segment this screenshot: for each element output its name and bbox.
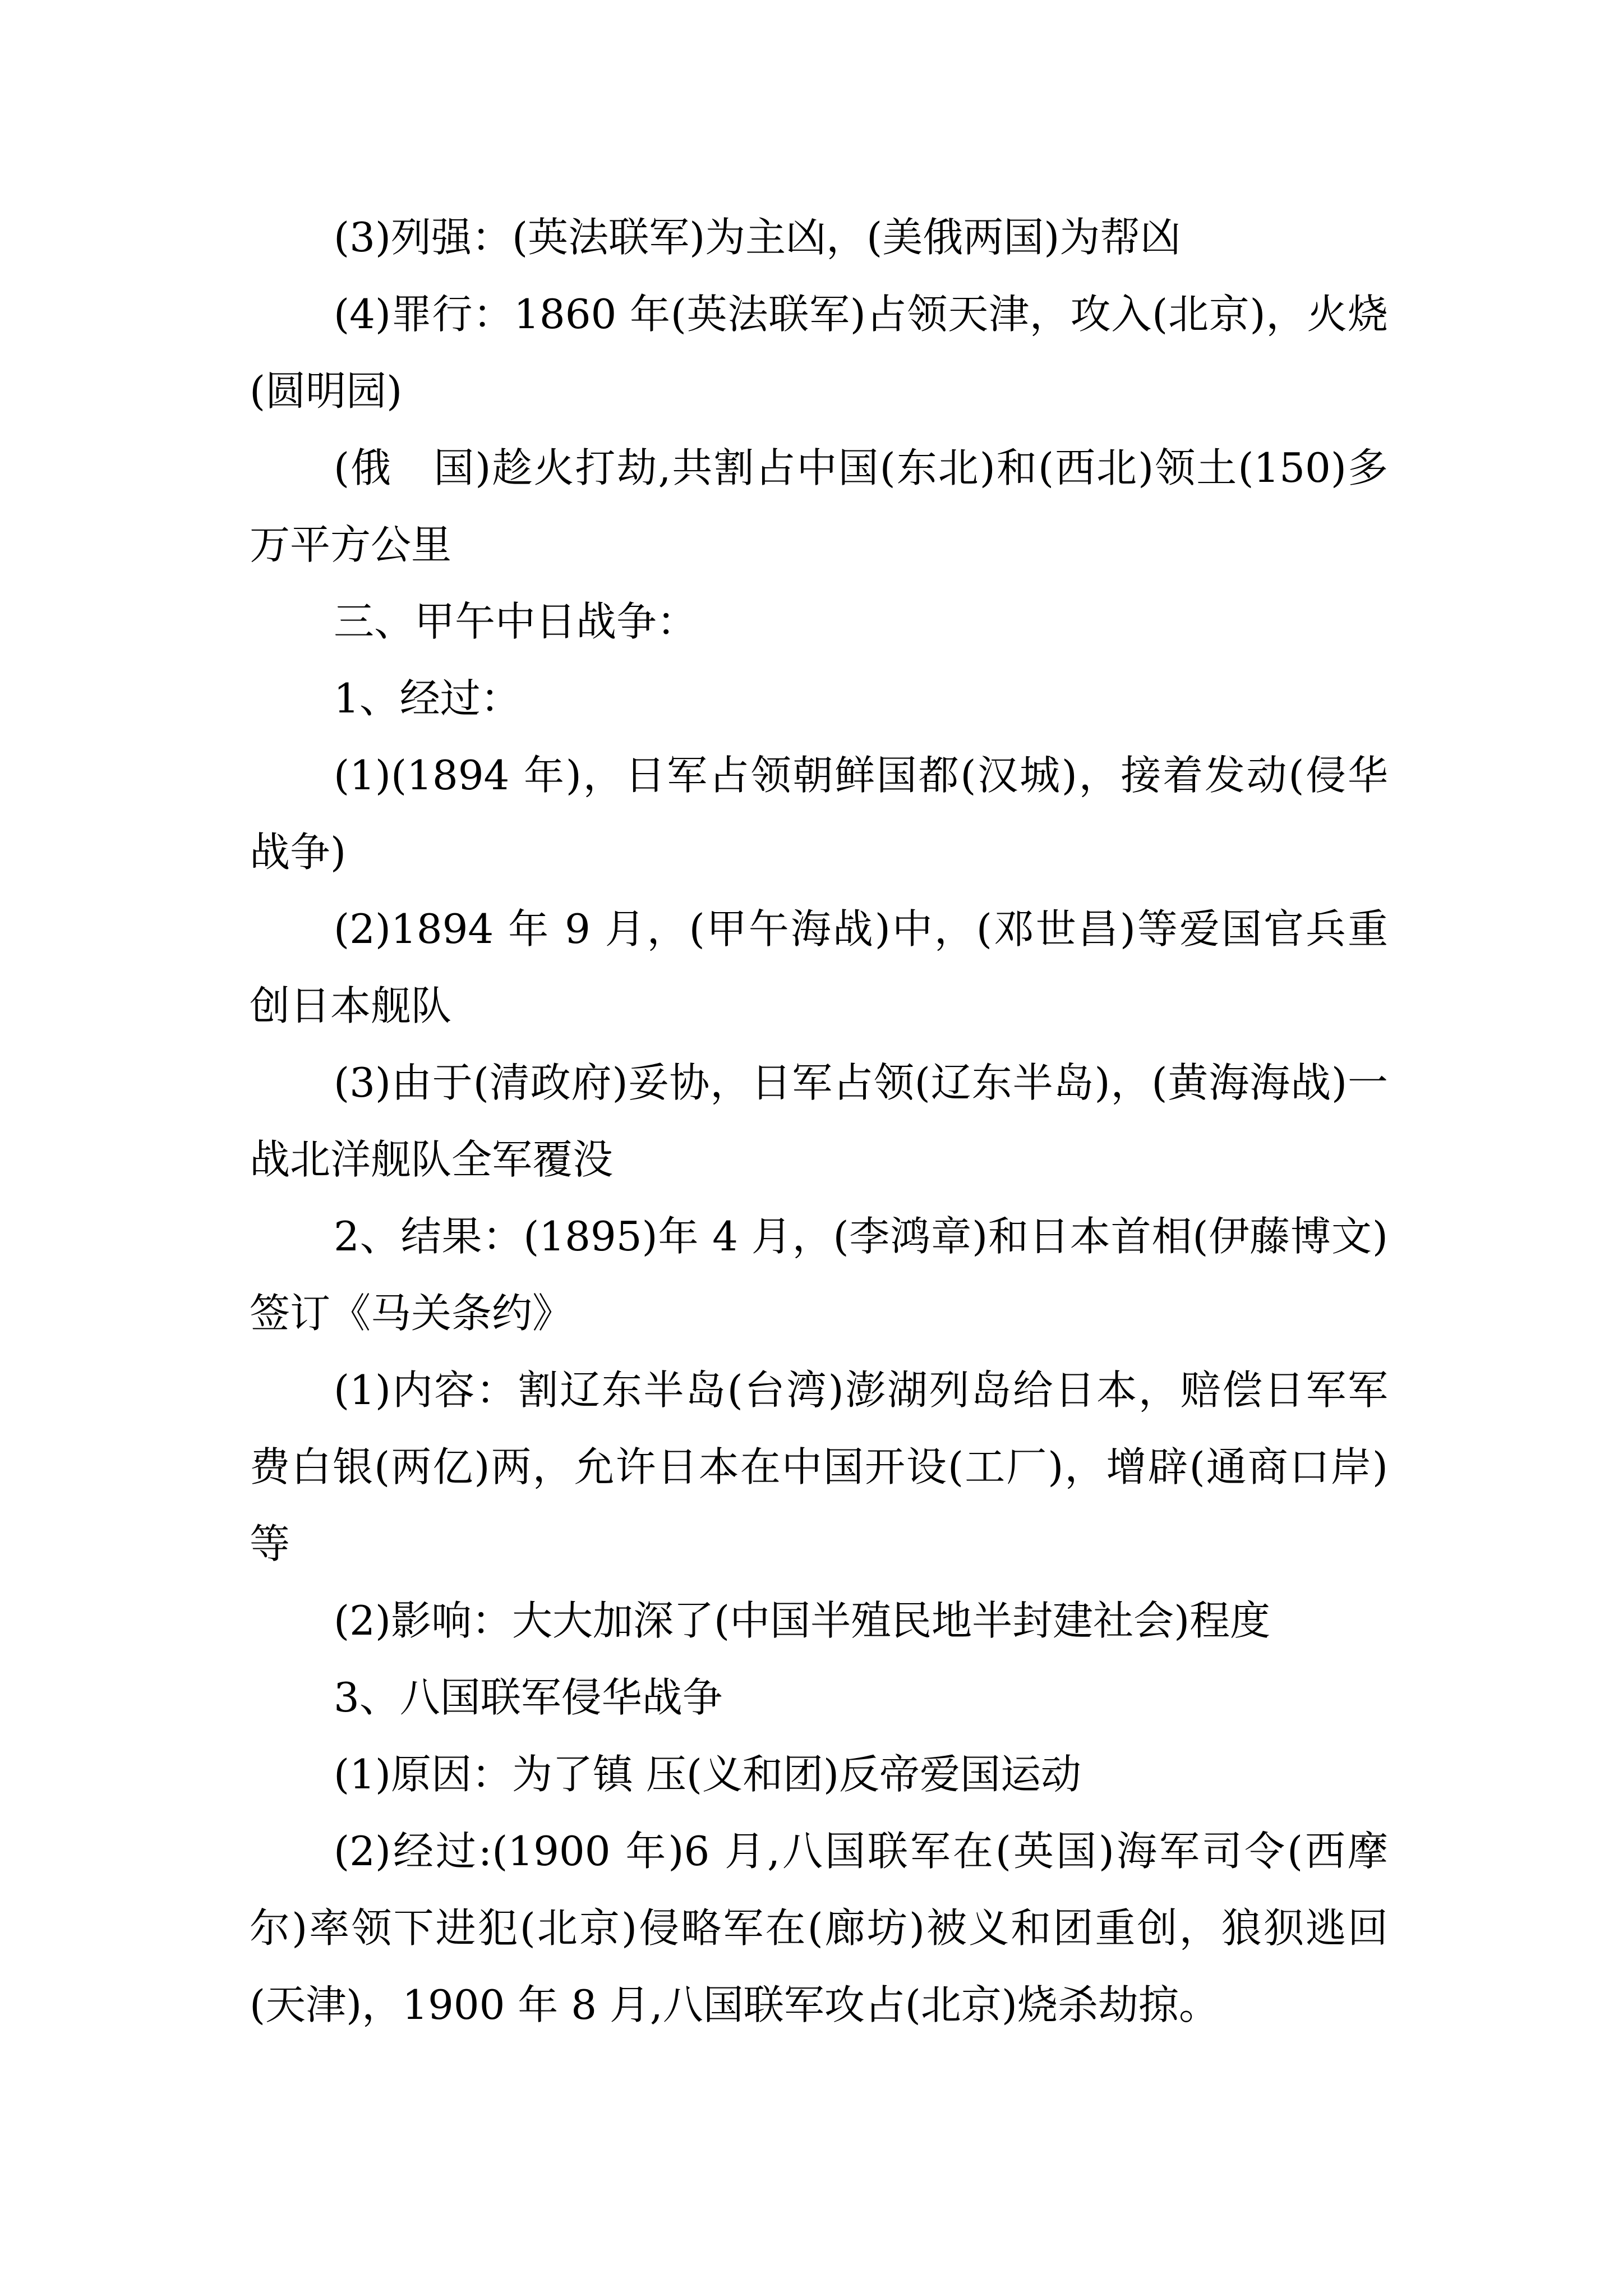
paragraph-crimes: (4)罪行：1860 年(英法联军)占领天津，攻入(北京)，火烧(圆明园): [250, 291, 1388, 415]
paragraph-alliance-cause: (1)原因：为了镇 压(义和团)反帝爱国运动: [334, 1751, 1082, 1798]
paragraph-process-3: (3)由于(清政府)妥协，日军占领(辽东半岛)，(黄海海战)一战北洋舰队全军覆没: [250, 1059, 1388, 1183]
subheading-result: 2、结果：(1895)年 4 月，(李鸿章)和日本首相(伊藤博文)签订《马关条约》: [250, 1213, 1388, 1337]
paragraph-process-1: (1)(1894 年)，日军占领朝鲜国都(汉城)，接着发动(侵华战争): [250, 752, 1388, 876]
paragraph-treaty-impact: (2)影响：大大加深了(中国半殖民地半封建社会)程度: [334, 1597, 1271, 1644]
subheading-eight-nation-alliance: 3、八国联军侵华战争: [334, 1674, 723, 1721]
document-body: [250, 199, 1388, 2044]
section-heading-sino-japanese-war: 三、甲午中日战争：: [334, 598, 698, 645]
paragraph-allied-powers: (3)列强：(英法联军)为主凶，(美俄两国)为帮凶: [334, 214, 1181, 261]
paragraph-treaty-content: (1)内容：割辽东半岛(台湾)澎湖列岛给日本，赔偿日军军费白银(两亿)两，允许日本在中国开设(工厂)，增辟(通商口岸)等: [250, 1366, 1388, 1567]
subheading-process: 1、经过：: [334, 675, 521, 722]
paragraph-russia: (俄 国)趁火打劫,共割占中国(东北)和(西北)领土(150)多万平方公里: [250, 444, 1388, 568]
paragraph-alliance-process: (2)经过:(1900 年)6 月,八国联军在(英国)海军司令(西摩尔)率领下进犯(北京)侵略军在(廊坊)被义和团重创，狼狈逃回(天津)，1900 年 8 月,八国联军攻占(北京)烧杀劫掠。: [250, 1828, 1388, 2028]
paragraph-process-2: (2)1894 年 9 月，(甲午海战)中，(邓世昌)等爱国官兵重创日本舰队: [250, 905, 1388, 1029]
